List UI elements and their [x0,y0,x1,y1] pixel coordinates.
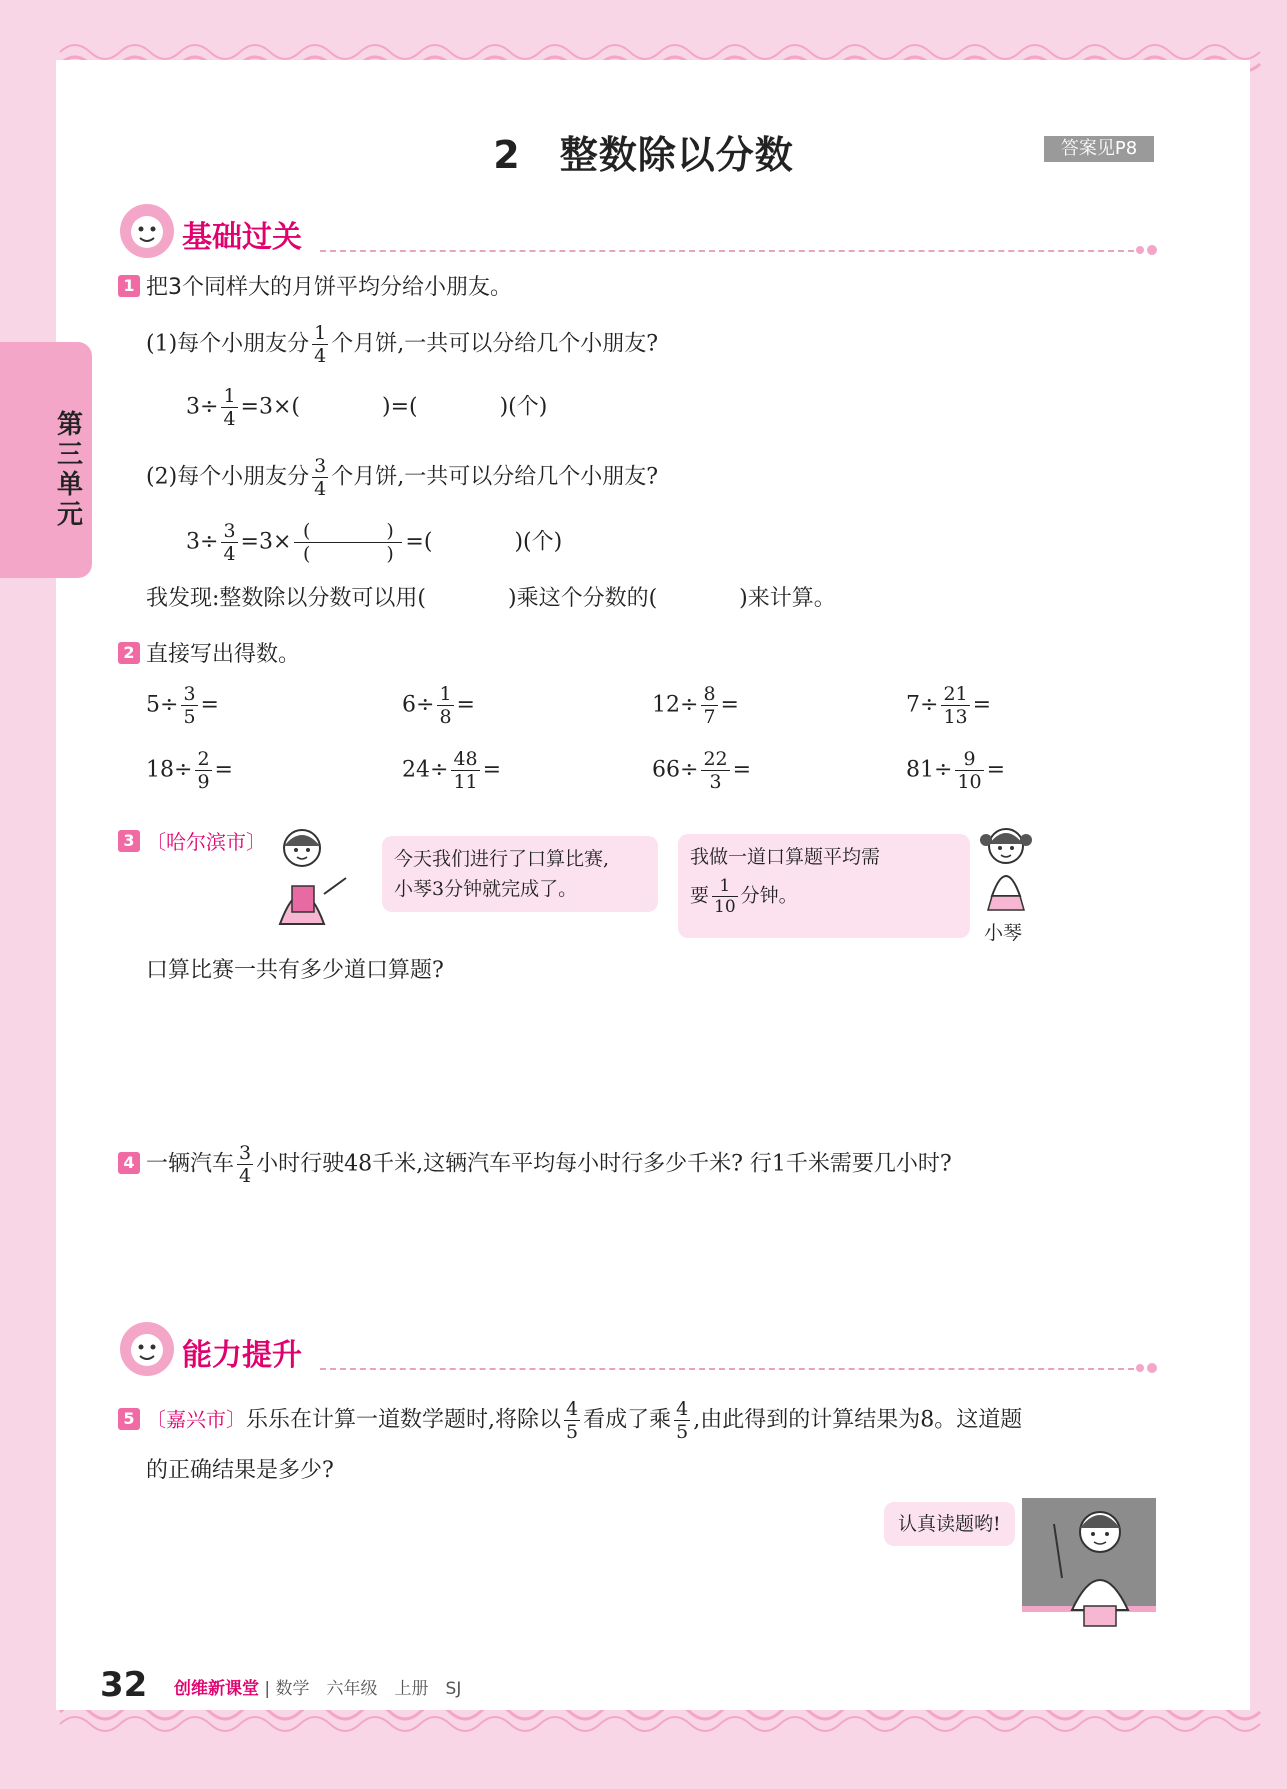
section-title-basic: 基础过关 [182,220,302,255]
bubble-line: 小琴3分钟就完成了。 [394,878,578,900]
equals-sign: = [972,692,992,718]
bubble-text: 分钟。 [740,884,798,907]
footer-subject: 数学 六年级 上册 SJ [275,1679,462,1699]
denominator: 13 [943,706,968,728]
q1-part2 [146,455,658,500]
girl-with-book-illustration [262,824,352,934]
q1-part1-text-a: (1)每个小朋友分 [146,331,310,357]
numerator: 1 [223,385,236,407]
fraction [195,748,211,793]
divider-dots-icon [1134,242,1160,258]
fraction [564,1398,580,1443]
fraction [451,748,479,793]
section-header-advanced [120,1322,1160,1382]
discover-text: )来计算。 [739,586,836,611]
dividend: 81÷ [906,757,953,783]
q4-number: 4 [118,1152,140,1174]
xiaoqin-name-label: 小琴 [984,922,1023,944]
q2-item [146,683,219,728]
q3-number: 3 [118,830,140,852]
page-number: 32 [100,1665,148,1705]
fraction [312,455,328,500]
fraction [237,1142,253,1187]
equals-sign: = [482,757,502,783]
q1-equation2 [186,520,562,565]
q5-question-line1 [118,1398,1022,1443]
footer-brand: 创维新课堂 [174,1679,259,1699]
q1-part1 [146,322,658,367]
fraction [955,748,983,793]
denominator: 10 [957,771,982,793]
q5-text-c: ,由此得到的计算结果为8。这道题 [693,1407,1023,1433]
q3-city: 〔哈尔滨市〕 [146,830,266,854]
q1-part2-text-b: 个月饼,一共可以分给几个小朋友? [331,464,659,490]
monkey-mascot-icon [120,204,174,258]
denominator: 11 [453,771,478,793]
q2-heading-text: 直接写出得数。 [146,642,301,667]
denominator: 8 [439,706,452,728]
blank-numerator[interactable]: ( ) [294,520,402,543]
q5-question-line2: 的正确结果是多少? [146,1458,334,1483]
fraction [221,385,237,430]
q2-number: 2 [118,642,140,664]
numerator: 3 [239,1142,252,1164]
section-header-basic [120,204,1160,264]
denominator: 5 [566,1421,579,1443]
denominator: 5 [676,1421,689,1443]
denominator: 4 [223,408,236,430]
monkey-mascot-icon [120,1322,174,1376]
numerator: 1 [439,683,452,705]
section-divider [320,1368,1134,1370]
speech-bubble-xiaoqin [678,834,970,938]
fraction [312,322,328,367]
bubble-text: 要 [690,884,710,907]
q5-number: 5 [118,1408,140,1430]
q1-discovery [146,584,836,614]
eq-text: )=( [381,394,418,420]
numerator: 3 [314,455,327,477]
answer-reference-tag: 答案见P8 [1044,136,1154,162]
numerator: 21 [943,683,968,705]
dividend: 12÷ [652,692,699,718]
section-title-advanced: 能力提升 [182,1338,302,1373]
eq-text: )(个) [499,394,548,420]
dividend: 66÷ [652,757,699,783]
equals-sign: = [986,757,1006,783]
q5-city: 〔嘉兴市〕 [146,1407,246,1432]
fraction [437,683,453,728]
q1-heading-text: 把3个同样大的月饼平均分给小朋友。 [146,275,512,300]
eq-text: 3÷ [186,529,219,555]
discover-text: 我发现:整数除以分数可以用( [146,586,426,611]
blank-denominator[interactable]: ( ) [302,543,394,565]
q1-heading [118,270,512,301]
q4-text-b: 小时行驶48千米,这辆汽车平均每小时行多少千米? 行1千米需要几小时? [256,1151,952,1177]
equals-sign: = [200,692,219,718]
numerator: 1 [712,876,738,897]
eq-text: =3× [240,529,292,555]
q5-text-b: 看成了乘 [583,1407,672,1433]
denominator: 4 [314,345,327,367]
footer-series: 创维新课堂 | 数学 六年级 上册 SJ [174,1679,462,1699]
q3-heading [118,826,266,855]
q2-heading [118,637,300,668]
eq-text: =( [405,529,433,555]
q2-item [906,683,991,728]
fraction [941,683,969,728]
denominator: 4 [239,1165,252,1187]
numerator: 9 [955,748,983,771]
discover-text: )乘这个分数的( [508,586,658,611]
q4-text-a: 一辆汽车 [146,1151,235,1177]
numerator: 4 [566,1398,579,1420]
dividend: 6÷ [402,692,435,718]
q1-number: 1 [118,275,140,297]
denominator: 4 [223,543,236,565]
eq-text: )(个) [514,529,563,555]
numerator: 48 [453,748,478,770]
section-divider [320,250,1134,252]
denominator: 3 [709,771,722,793]
teacher-at-blackboard-illustration [1022,1498,1156,1628]
dividend: 7÷ [906,692,939,718]
dividend: 18÷ [146,757,193,783]
q3-question: 口算比赛一共有多少道口算题? [146,958,444,983]
q2-item [146,748,233,793]
dividend: 24÷ [402,757,449,783]
equals-sign: = [456,692,475,718]
fraction [701,683,717,728]
equals-sign: = [732,757,752,783]
q2-item [402,683,475,728]
speech-bubble-teacher [382,836,658,912]
q1-part1-text-b: 个月饼,一共可以分给几个小朋友? [331,331,659,357]
divider-dots-icon [1134,1360,1160,1376]
numerator: 1 [314,322,327,344]
eq-text: 3÷ [186,394,219,420]
q4-question [118,1142,952,1187]
numerator: 3 [223,520,236,542]
fraction [674,1398,690,1443]
q2-item [402,748,501,793]
numerator: 2 [197,748,210,770]
numerator: 22 [703,748,728,770]
page-title: 2 整数除以分数 [493,133,794,177]
denominator: 9 [197,771,210,793]
q1-equation1 [186,385,547,430]
dividend: 5÷ [146,692,179,718]
numerator: 3 [183,683,196,705]
equals-sign: = [214,757,233,783]
eq-text: =3×( [240,394,300,420]
fraction [701,748,729,793]
bubble-line: 今天我们进行了口算比赛, [394,848,610,870]
unit-tab-label: 第三单元 [56,410,83,530]
denominator: 7 [703,706,716,728]
denominator: 4 [314,478,327,500]
xiaoqin-girl-illustration [970,824,1042,920]
equals-sign: = [720,692,739,718]
numerator: 4 [676,1398,689,1420]
denominator: 5 [183,706,196,728]
numerator: 8 [703,683,716,705]
blank-fraction[interactable] [294,520,402,565]
speech-bubble-teacher-reminder: 认真读题哟! [884,1502,1015,1546]
q1-part2-text-a: (2)每个小朋友分 [146,464,310,490]
fraction [181,683,197,728]
q5-text-a: 乐乐在计算一道数学题时,将除以 [246,1407,561,1433]
q2-item [652,748,751,793]
bubble-line: 我做一道口算题平均需 [690,846,881,868]
denominator: 10 [714,897,736,917]
fraction [712,876,738,917]
fraction [221,520,237,565]
q2-item [906,748,1005,793]
q2-item [652,683,739,728]
unit-side-tab [0,342,92,578]
